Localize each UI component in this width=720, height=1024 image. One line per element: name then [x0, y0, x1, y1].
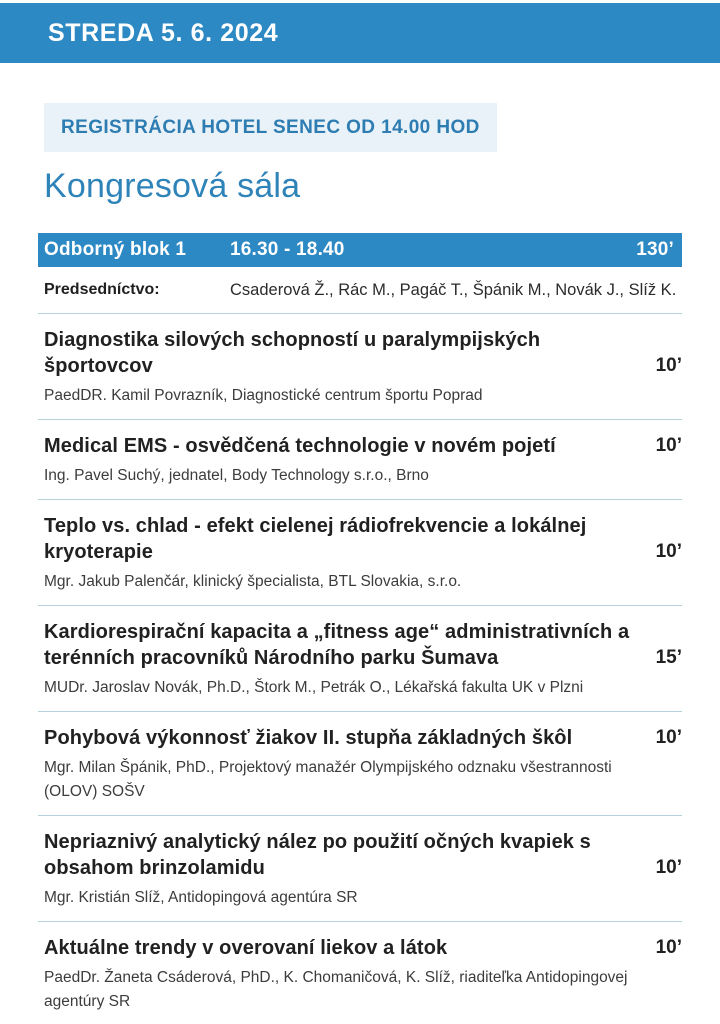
session-head [38, 433, 682, 459]
session-head [38, 619, 682, 671]
session-title: Diagnostika silových schopností u paralympijských športovcov [44, 329, 541, 377]
session-speaker: MUDr. Jaroslav Novák, Ph.D., Štork M., Petrák O., Lékařská fakulta UK v Plzni [44, 679, 584, 696]
session-duration: 10’ [655, 435, 682, 456]
session-duration: 10’ [655, 727, 682, 748]
session-item [38, 606, 682, 712]
session-speaker: Mgr. Jakub Palenčár, klinický špecialista, BTL Slovakia, s.r.o. [44, 573, 462, 590]
session-item [38, 712, 682, 816]
chairs-label: Predsedníctvo: [44, 281, 160, 298]
session-item [38, 816, 682, 922]
session-title: Pohybová výkonnosť žiakov II. stupňa základných škôl [44, 727, 573, 749]
block-name: Odborný blok 1 [44, 239, 187, 260]
block-header-bar [38, 233, 682, 267]
session-title: Nepriaznivý analytický nález po použití očných kvapiek s obsahom brinzolamidu [44, 831, 591, 879]
session-duration: 10’ [655, 541, 682, 562]
session-title: Kardiorespirační kapacita a „fitness age“ administrativních a terénních pracovníků Národního parku Šumava [44, 621, 630, 669]
session-speaker: Mgr. Milan Špánik, PhD., Projektový manažér Olympijského odznaku všestrannosti (OLOV) SOŠV [44, 759, 612, 800]
block-duration: 130’ [636, 239, 674, 260]
chairs-names: Csaderová Ž., Rác M., Pagáč T., Špánik M., Novák J., Slíž K. [230, 281, 677, 299]
session-title: Teplo vs. chlad - efekt cielenej rádiofrekvencie a lokálnej kryoterapie [44, 515, 587, 563]
session-head [38, 513, 682, 565]
date-banner [0, 3, 720, 63]
hall-title: Kongresová sála [44, 167, 301, 205]
session-duration: 15’ [655, 647, 682, 668]
content-column [38, 63, 682, 1024]
session-head [38, 327, 682, 379]
session-title: Medical EMS - osvědčená technologie v novém pojetí [44, 435, 556, 457]
registration-badge: REGISTRÁCIA HOTEL SENEC OD 14.00 HOD [44, 103, 497, 152]
block-time: 16.30 - 18.40 [230, 239, 345, 260]
session-title: Aktuálne trendy v overovaní liekov a látok [44, 937, 448, 959]
session-speaker: PaedDR. Kamil Povrazník, Diagnostické centrum športu Poprad [44, 387, 483, 404]
session-item [38, 500, 682, 606]
session-speaker: Mgr. Kristián Slíž, Antidopingová agentúra SR [44, 889, 358, 906]
session-head [38, 829, 682, 881]
session-duration: 10’ [655, 355, 682, 376]
session-item [38, 922, 682, 1024]
session-head [38, 935, 682, 961]
session-item [38, 420, 682, 500]
session-speaker: Ing. Pavel Suchý, jednatel, Body Technology s.r.o., Brno [44, 467, 429, 484]
chairs-row [38, 281, 682, 314]
date-label: STREDA 5. 6. 2024 [48, 18, 279, 47]
session-duration: 10’ [655, 937, 682, 958]
session-item [38, 314, 682, 420]
session-speaker: PaedDr. Žaneta Csáderová, PhD., K. Chomaničová, K. Slíž, riaditeľka Antidopingovej agentúry SR [44, 969, 628, 1010]
session-duration: 10’ [655, 857, 682, 878]
session-head [38, 725, 682, 751]
